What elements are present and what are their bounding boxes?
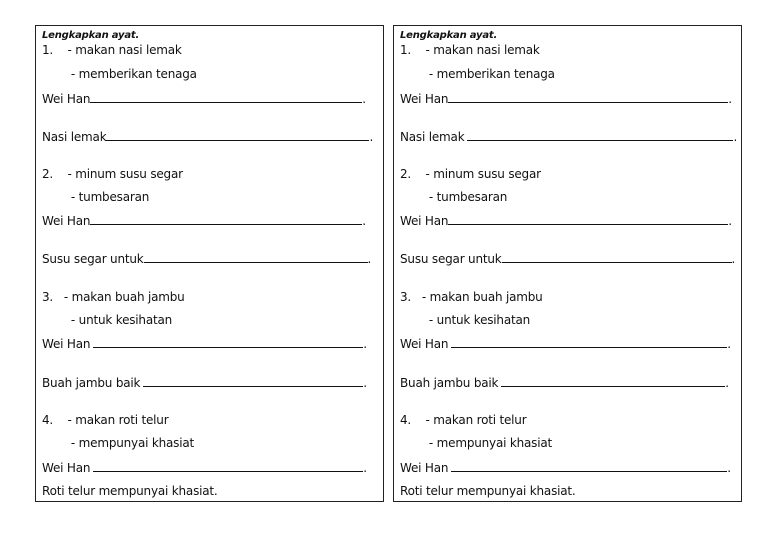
item-2-phrase-a: 2. - minum susu segar — [42, 167, 183, 181]
item-4-phrase-a: 4. - makan roti telur — [42, 413, 169, 427]
instruction-title: Lengkapkan ayat. — [42, 30, 140, 41]
item-1-phrase-b: - memberikan tenaga — [400, 67, 555, 81]
item-2-sentence-1: Wei Han . — [42, 214, 366, 228]
item-3-phrase-b: - untuk kesihatan — [400, 313, 531, 327]
item-2-sentence-1: Wei Han . — [400, 214, 732, 228]
item-2-sentence-2: Susu segar untuk . — [42, 252, 372, 266]
item-4-sentence-1: Wei Han . — [42, 461, 367, 475]
item-4-phrase-b: - mempunyai khasiat — [400, 436, 553, 450]
item-3-phrase-a: 3. - makan buah jambu — [42, 290, 185, 304]
item-4-sentence-2: Roti telur mempunyai khasiat. — [400, 484, 576, 498]
item-1-sentence-1: Wei Han . — [42, 92, 366, 106]
item-2-sentence-2: Susu segar untuk . — [400, 252, 736, 266]
item-2-phrase-b: - tumbesaran — [400, 190, 508, 204]
item-4-sentence-1: Wei Han . — [400, 461, 731, 475]
item-3-sentence-1: Wei Han . — [42, 337, 367, 351]
item-2-phrase-a: 2. - minum susu segar — [400, 167, 541, 181]
item-3-phrase-b: - untuk kesihatan — [42, 313, 173, 327]
item-3-phrase-a: 3. - makan buah jambu — [400, 290, 543, 304]
instruction-title: Lengkapkan ayat. — [400, 30, 498, 41]
worksheet-panel-right — [393, 25, 742, 502]
item-2-phrase-b: - tumbesaran — [42, 190, 150, 204]
item-4-phrase-a: 4. - makan roti telur — [400, 413, 527, 427]
item-3-sentence-2: Buah jambu baik . — [400, 376, 729, 390]
item-1-sentence-2: Nasi lemak . — [42, 130, 374, 144]
item-1-phrase-b: - memberikan tenaga — [42, 67, 197, 81]
item-4-sentence-2: Roti telur mempunyai khasiat. — [42, 484, 218, 498]
item-1-phrase-a: 1. - makan nasi lemak — [400, 43, 540, 57]
item-4-phrase-b: - mempunyai khasiat — [42, 436, 195, 450]
item-1-sentence-1: Wei Han . — [400, 92, 732, 106]
worksheet-panel-left — [35, 25, 384, 502]
item-1-phrase-a: 1. - makan nasi lemak — [42, 43, 182, 57]
item-3-sentence-1: Wei Han . — [400, 337, 731, 351]
item-3-sentence-2: Buah jambu baik . — [42, 376, 367, 390]
item-1-sentence-2: Nasi lemak . — [400, 130, 738, 144]
